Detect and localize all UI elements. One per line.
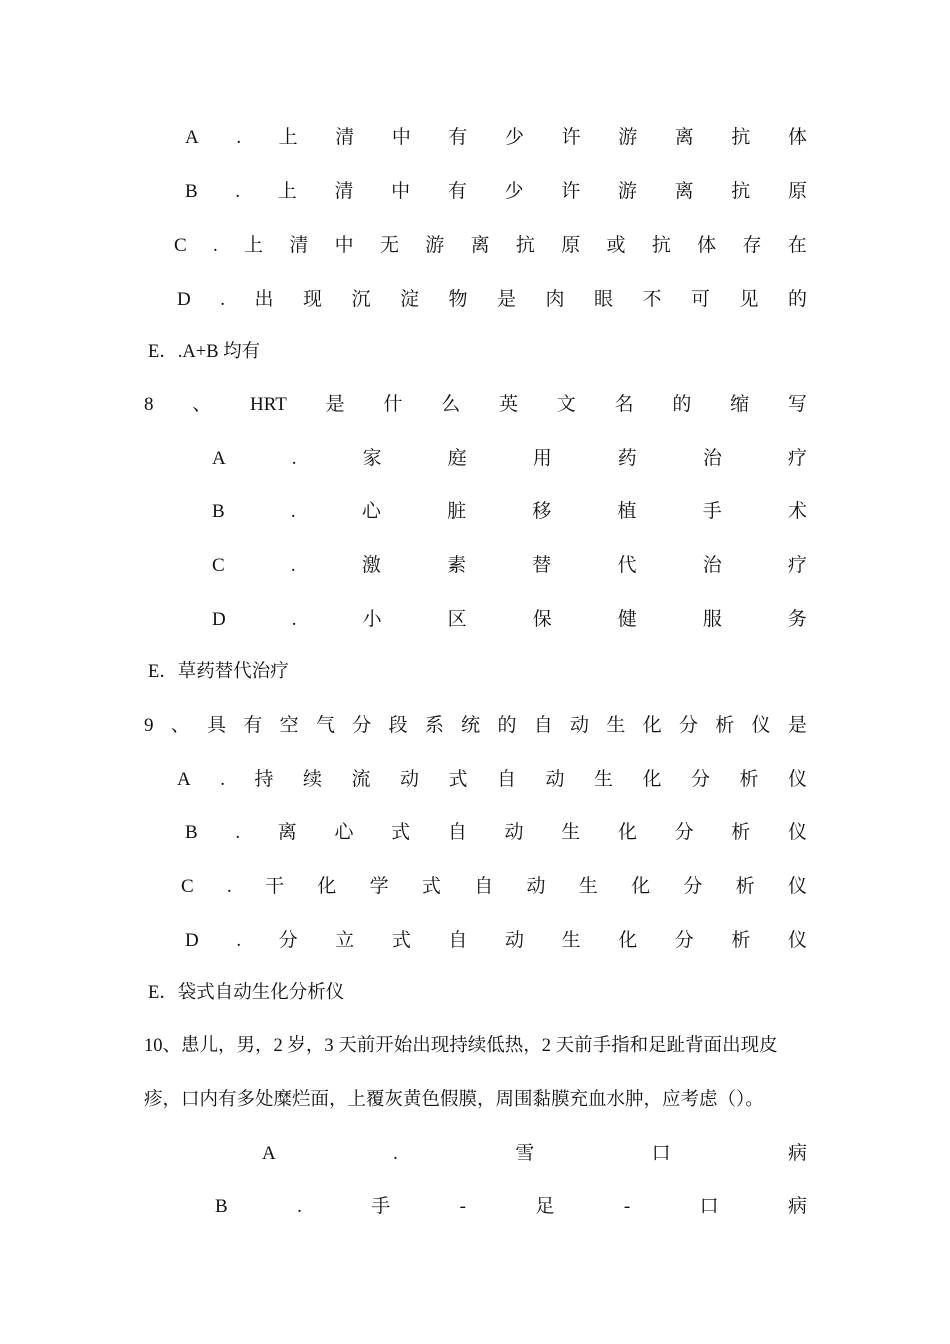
text-token: 8 (144, 394, 154, 415)
text-token: 化 (617, 822, 637, 843)
text-token: 段 (388, 715, 408, 736)
text-token: 动 (504, 822, 524, 843)
text-token: 具 (207, 715, 227, 736)
q7-option-e: E．.A+B 均有 (148, 342, 261, 362)
text-token: 许 (561, 181, 581, 202)
text-token: A (185, 127, 199, 148)
text-token: 许 (561, 127, 581, 148)
text-token: 原 (787, 181, 807, 202)
text-token: B (215, 1196, 228, 1217)
text-token: D (185, 930, 199, 951)
text-token: 有 (448, 127, 468, 148)
text-token: 、 (170, 715, 190, 736)
q7-option-a (185, 123, 807, 153)
text-token: 手 (371, 1196, 391, 1217)
text-token: 或 (606, 235, 626, 256)
text-token: 自 (474, 876, 494, 897)
text-token: 庭 (447, 448, 467, 469)
text-token: 游 (618, 127, 638, 148)
text-token: 离 (674, 127, 694, 148)
text-token: 化 (642, 715, 662, 736)
text-token: . (236, 930, 242, 951)
text-token: 眼 (593, 289, 613, 310)
text-token: C (212, 555, 225, 576)
text-token: 化 (642, 769, 662, 790)
text-token: 小 (362, 609, 382, 630)
text-token: 有 (447, 181, 467, 202)
text-token: 体 (697, 235, 717, 256)
text-token: 脏 (447, 501, 467, 522)
text-token: 中 (391, 181, 411, 202)
text-token: 仪 (787, 876, 807, 897)
text-token: D (177, 289, 191, 310)
text-token: 代 (617, 555, 637, 576)
text-token: 文 (556, 394, 576, 415)
text-token: 式 (391, 930, 411, 951)
text-token: 生 (561, 822, 581, 843)
text-token: 立 (335, 930, 355, 951)
text-token: 分 (674, 930, 694, 951)
text-token: 植 (617, 501, 637, 522)
text-token: 中 (334, 235, 354, 256)
q10-option-a (262, 1139, 807, 1169)
q10-stem-line1: 10、患儿，男，2 岁，3 天前开始出现持续低热，2 天前手指和足趾背面出现皮 (144, 1036, 778, 1056)
text-token: 服 (702, 609, 722, 630)
text-token: D (212, 609, 226, 630)
text-token: 仪 (751, 715, 771, 736)
text-token: 手 (702, 501, 722, 522)
text-token: 空 (279, 715, 299, 736)
text-token: 仪 (787, 930, 807, 951)
text-token: 存 (742, 235, 762, 256)
text-token: . (297, 1196, 302, 1217)
text-token: 生 (578, 876, 598, 897)
q9-option-b (185, 818, 807, 848)
text-token: 见 (739, 289, 759, 310)
text-token: 治 (702, 448, 722, 469)
text-token: 缩 (730, 394, 750, 415)
text-token: 是 (787, 715, 807, 736)
text-token: 是 (325, 394, 345, 415)
text-token: 清 (335, 127, 355, 148)
text-token: 清 (334, 181, 354, 202)
text-token: 在 (787, 235, 807, 256)
text-token: 仪 (787, 822, 807, 843)
text-token: 心 (334, 822, 354, 843)
q10-option-b (215, 1192, 807, 1222)
text-token: 什 (383, 394, 403, 415)
text-token: 9 (144, 715, 154, 736)
text-token: 析 (735, 876, 755, 897)
text-token: 分 (678, 715, 698, 736)
text-token: 的 (787, 289, 807, 310)
text-token: 肉 (545, 289, 565, 310)
text-token: 激 (361, 555, 381, 576)
text-token: . (291, 609, 297, 630)
text-token: 疗 (787, 448, 807, 469)
text-token: 少 (504, 181, 524, 202)
text-token: . (220, 289, 225, 310)
text-token: 写 (787, 394, 807, 415)
text-token: 口 (699, 1196, 719, 1217)
text-token: 出 (254, 289, 274, 310)
text-token: 务 (787, 609, 807, 630)
text-token: . (235, 822, 241, 843)
text-token: 离 (277, 822, 297, 843)
text-token: 中 (391, 127, 411, 148)
text-token: 的 (497, 715, 517, 736)
text-token: 雪 (515, 1143, 535, 1164)
q7-option-c (174, 231, 807, 261)
text-token: 抗 (515, 235, 535, 256)
text-token: A (212, 448, 226, 469)
text-token: 析 (731, 822, 751, 843)
text-token: 生 (593, 769, 613, 790)
text-token: 区 (447, 609, 467, 630)
text-token: 式 (421, 876, 441, 897)
text-token: 化 (631, 876, 651, 897)
text-token: 续 (302, 769, 322, 790)
q7-option-b (185, 177, 807, 207)
text-token: 原 (561, 235, 581, 256)
text-token: C (181, 876, 194, 897)
text-token: HRT (250, 394, 287, 415)
text-token: 健 (617, 609, 637, 630)
text-token: 生 (606, 715, 626, 736)
text-token: 学 (369, 876, 389, 897)
text-token: 药 (617, 448, 637, 469)
text-token: 干 (265, 876, 285, 897)
text-token: 动 (399, 769, 419, 790)
text-token: . (212, 235, 218, 256)
text-token: 上 (244, 235, 264, 256)
text-token: B (212, 501, 225, 522)
text-token: 化 (317, 876, 337, 897)
text-token: 物 (448, 289, 468, 310)
text-token: 体 (787, 127, 807, 148)
text-token: 沉 (351, 289, 371, 310)
text-token: 抗 (731, 181, 751, 202)
text-token: 、 (192, 394, 212, 415)
text-token: 分 (683, 876, 703, 897)
text-token: 动 (526, 876, 546, 897)
text-token: 口 (651, 1143, 671, 1164)
text-token: 自 (448, 930, 468, 951)
text-token: 式 (448, 769, 468, 790)
text-token: . (235, 181, 241, 202)
text-token: 持 (254, 769, 274, 790)
q8-option-e: E．草药替代治疗 (148, 662, 289, 682)
text-token: 自 (447, 822, 467, 843)
q8-option-a (212, 444, 807, 474)
q8-option-c (212, 551, 807, 581)
text-token: 有 (243, 715, 263, 736)
text-token: B (185, 181, 198, 202)
text-token: 仪 (787, 769, 807, 790)
text-token: - (459, 1196, 466, 1217)
text-token: 替 (532, 555, 552, 576)
q8-option-d (212, 605, 807, 635)
text-token: 析 (739, 769, 759, 790)
text-token: 淀 (399, 289, 419, 310)
text-token: 游 (617, 181, 637, 202)
text-token: C (174, 235, 187, 256)
text-token: 动 (545, 769, 565, 790)
text-token: . (226, 876, 232, 897)
text-token: 用 (532, 448, 552, 469)
q9-option-a (177, 765, 807, 795)
text-token: 气 (315, 715, 335, 736)
text-token: 抗 (731, 127, 751, 148)
text-token: - (623, 1196, 631, 1217)
text-token: . (290, 555, 296, 576)
text-token: 分 (278, 930, 298, 951)
text-token: 分 (674, 822, 694, 843)
text-token: 离 (674, 181, 694, 202)
text-token: B (185, 822, 198, 843)
q8-option-b (212, 497, 807, 527)
text-token: 无 (379, 235, 399, 256)
text-token: 病 (787, 1196, 807, 1217)
text-token: 流 (351, 769, 371, 790)
text-token: 的 (672, 394, 692, 415)
text-token: 名 (614, 394, 634, 415)
text-token: 析 (715, 715, 735, 736)
text-token: 系 (424, 715, 444, 736)
text-token: 式 (391, 822, 411, 843)
text-token: 抗 (651, 235, 671, 256)
text-token: 保 (532, 609, 552, 630)
text-token: 离 (470, 235, 490, 256)
text-token: 游 (425, 235, 445, 256)
text-token: 病 (787, 1143, 807, 1164)
text-token: 足 (535, 1196, 555, 1217)
q9-stem (144, 711, 807, 741)
text-token: . (220, 769, 225, 790)
text-token: 分 (690, 769, 710, 790)
text-token: 心 (361, 501, 381, 522)
text-token: 上 (277, 181, 297, 202)
q7-option-d (177, 285, 807, 315)
q8-stem (144, 390, 807, 420)
text-token: 动 (570, 715, 590, 736)
text-token: 移 (532, 501, 552, 522)
text-token: 疗 (787, 555, 807, 576)
text-token: 家 (362, 448, 382, 469)
text-token: . (393, 1143, 398, 1164)
text-token: 可 (690, 289, 710, 310)
text-token: 分 (352, 715, 372, 736)
text-token: 上 (278, 127, 298, 148)
text-token: 化 (618, 930, 638, 951)
text-token: A (177, 769, 191, 790)
text-token: 现 (302, 289, 322, 310)
text-token: 析 (731, 930, 751, 951)
q9-option-c (181, 872, 807, 902)
text-token: 英 (499, 394, 519, 415)
text-token: 自 (533, 715, 553, 736)
q9-option-e: E．袋式自动生化分析仪 (148, 983, 345, 1003)
text-token: . (291, 448, 297, 469)
text-token: 统 (461, 715, 481, 736)
text-token: 术 (787, 501, 807, 522)
text-token: 清 (289, 235, 309, 256)
text-token: . (290, 501, 296, 522)
text-token: A (262, 1143, 276, 1164)
text-token: 不 (642, 289, 662, 310)
text-token: 么 (441, 394, 461, 415)
text-token: 素 (447, 555, 467, 576)
text-token: 治 (702, 555, 722, 576)
text-token: 自 (496, 769, 516, 790)
text-token: 动 (505, 930, 525, 951)
text-token: 少 (505, 127, 525, 148)
q10-stem-line2: 疹，口内有多处糜烂面，上覆灰黄色假膜，周围黏膜充血水肿，应考虑（）。 (144, 1090, 764, 1110)
text-token: . (236, 127, 242, 148)
text-token: 生 (561, 930, 581, 951)
q9-option-d (185, 926, 807, 956)
text-token: 是 (496, 289, 516, 310)
